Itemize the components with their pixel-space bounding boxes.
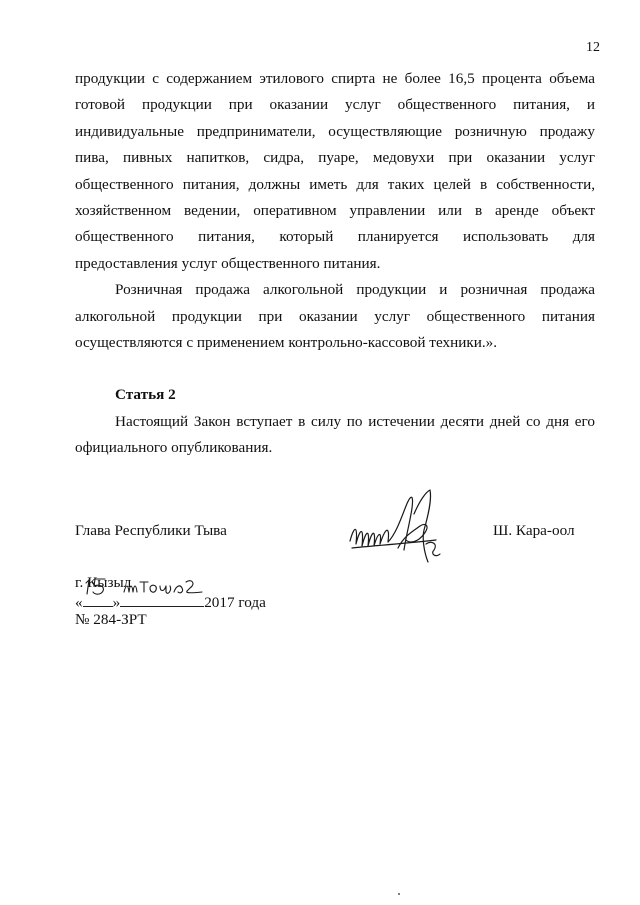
paragraph-entry-into-force: Настоящий Закон вступает в силу по истечении десяти дней со дня его официального опубликования. xyxy=(75,412,595,457)
place-of-signing: г. Кызыл xyxy=(75,574,132,591)
signing-date xyxy=(75,592,266,612)
paragraph-retail-sale: Розничная продажа алкогольной продукции и розничная продажа алкогольной продукции при оказании услуг общественного питания осуществляются с применением контрольно-кассовой техники.». xyxy=(75,281,595,352)
signatory-position: Глава Республики Тыва xyxy=(75,522,227,539)
law-number: № 284-ЗРТ xyxy=(75,611,147,628)
document-body xyxy=(75,66,595,462)
paragraph-continuation: продукции с содержанием этилового спирта не более 16,5 процента объема готовой продукции при оказании услуг общественного питания, и индивидуальные предприниматели, осуществляющие розничную продажу пива, пивных напитков, сидра, пуаре, медовухи при оказании услуг общественного питания, должны иметь для таких целей в собственности, хозяйственном ведении, оперативном управлении или в аренде объект общественного питания, который планируется использовать для предоставления услуг общественного питания. xyxy=(75,70,595,272)
signing-year: 2017 года xyxy=(204,594,266,611)
article-heading: Статья 2 xyxy=(115,386,176,404)
quote-open: « xyxy=(75,594,83,611)
quote-close: » xyxy=(112,594,121,611)
scan-speck xyxy=(398,893,400,895)
signatory-name: Ш. Кара-оол xyxy=(493,522,575,539)
page-number: 12 xyxy=(586,40,600,55)
handwritten-month xyxy=(120,592,204,607)
handwritten-signature xyxy=(340,486,460,576)
handwritten-day xyxy=(83,592,113,607)
